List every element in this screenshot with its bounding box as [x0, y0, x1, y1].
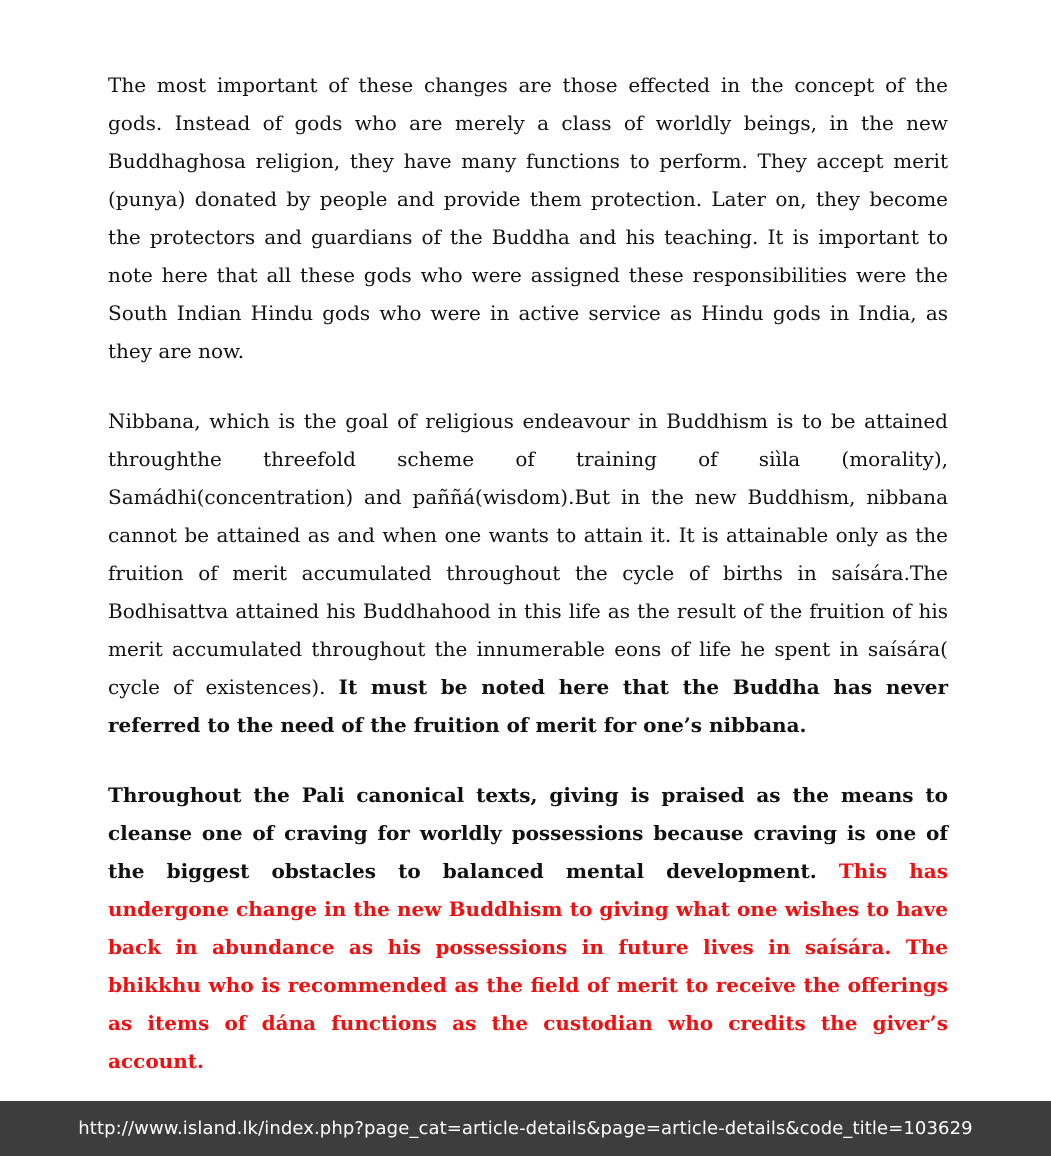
paragraph-2-bold-text: It must be noted here that the Buddha has never referred to the need of the fruition of merit for one’s nibbana. [108, 675, 948, 737]
paragraph-1 [108, 66, 948, 370]
paragraph-3 [108, 776, 948, 1080]
source-url-link[interactable]: http://www.island.lk/index.php?page_cat=article-details&page=article-details&code_title=103629 [78, 1118, 973, 1139]
paragraph-2-text: Nibbana, which is the goal of religious endeavour in Buddhism is to be attained throughthe threefold scheme of training of siìla (morality), Samádhi(concentration) and paññá(wisdom).But in the new Buddhism, nibbana cannot be attained as and when one wants to attain it. It is attainable only as the fruition of merit accumulated throughout the cycle of births in saísára.The Bodhisattva attained his Buddhahood in this life as the result of the fruition of his merit accumulated throughout the innumerable eons of life he spent in saísára( cycle of existences). [108, 409, 948, 699]
paragraph-2 [108, 402, 948, 744]
source-url-bar [0, 1101, 1051, 1156]
paragraph-3-red-text: This has undergone change in the new Buddhism to giving what one wishes to have back in abundance as his possessions in future lives in saísára. The bhikkhu who is recommended as the field of merit to receive the offerings as items of dána functions as the custodian who credits the giver’s account. [108, 859, 948, 1073]
paragraph-1-text: The most important of these changes are those effected in the concept of the gods. Instead of gods who are merely a class of worldly beings, in the new Buddhaghosa religion, they have many functions to perform. They accept merit (punya) donated by people and provide them protection. Later on, they become the protectors and guardians of the Buddha and his teaching. It is important to note here that all these gods who were assigned these responsibilities were the South Indian Hindu gods who were in active service as Hindu gods in India, as they are now. [108, 73, 948, 363]
paragraph-3-bold-text: Throughout the Pali canonical texts, giving is praised as the means to cleanse one of craving for worldly possessions because craving is one of the biggest obstacles to balanced mental development. [108, 783, 948, 883]
article-body [108, 66, 948, 1112]
